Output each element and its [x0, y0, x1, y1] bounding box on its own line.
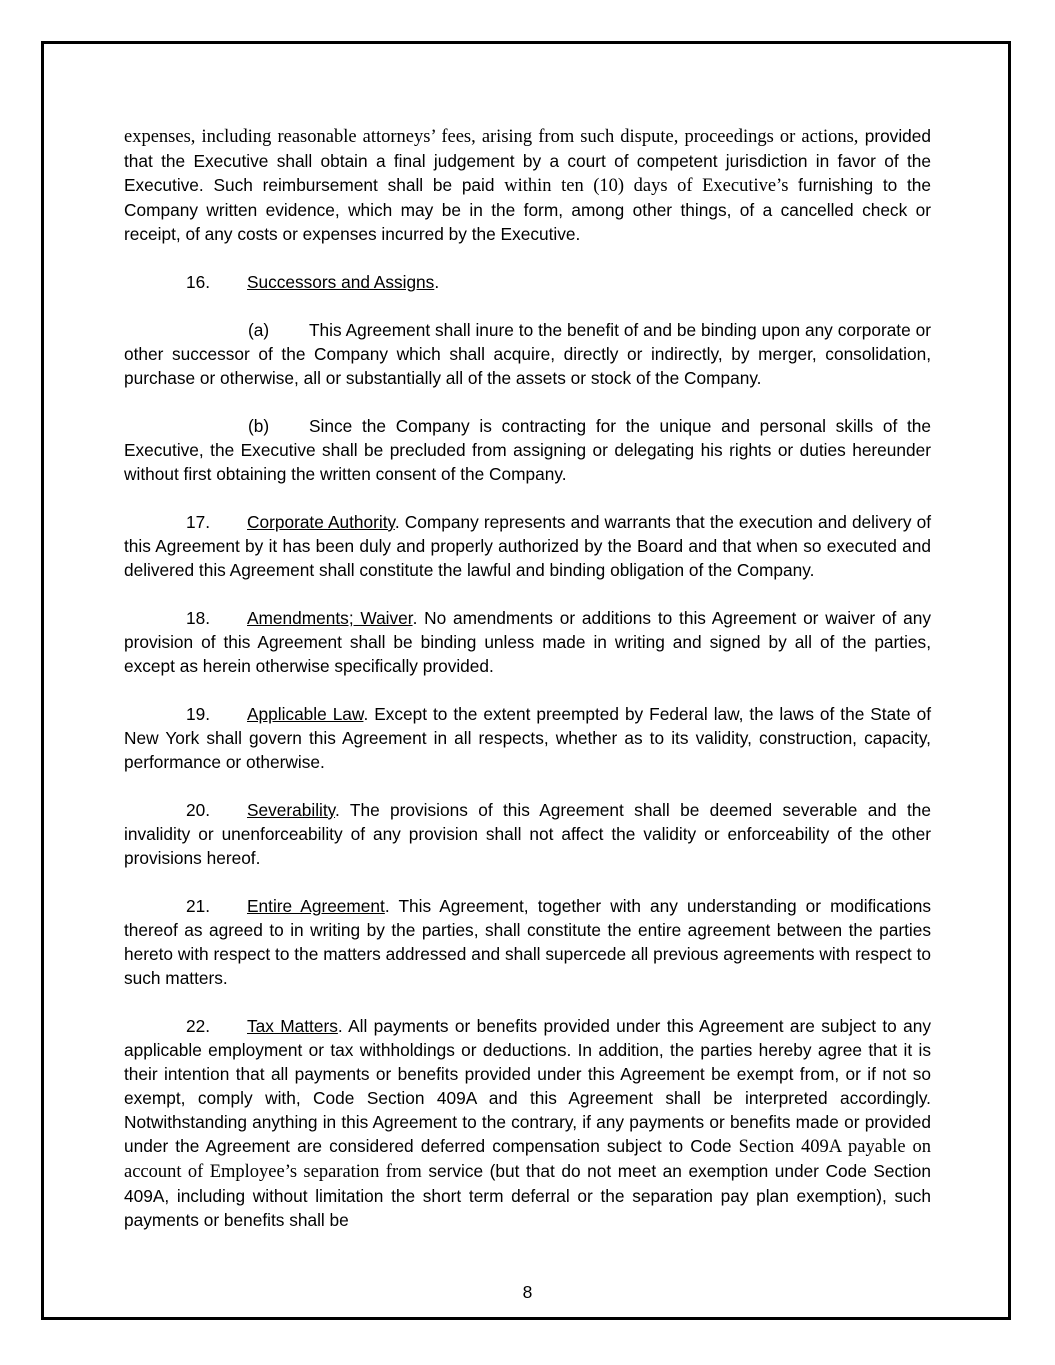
body-text: provided that the Executive shall obtain a final judgement by a court of competent jurisdiction in favor of the Executive. Such reimbursement shall be paid: [124, 126, 931, 195]
section-16a: [124, 318, 931, 390]
subsection-text: This Agreement shall inure to the benefit of and be binding upon any corporate or other successor of the Company which shall acquire, directly or indirectly, by merger, consolidation, purchase or otherwise, all or substantially all of the assets or stock of the Company.: [124, 320, 931, 388]
section-text: . Except to the extent preempted by Federal law, the laws of the State of New York shall govern this Agreement in all respects, whether as to its validity, construction, capacity, performance or otherwise.: [124, 704, 931, 772]
section-heading: Tax Matters: [247, 1016, 338, 1036]
heading-period: .: [434, 272, 440, 292]
section-heading: Corporate Authority: [247, 512, 395, 532]
subsection-text: Since the Company is contracting for the unique and personal skills of the Executive, the Executive shall be precluded from assigning or delegating his rights or duties hereunder without first obtaining the written consent of the Company.: [124, 416, 931, 484]
section-number: 22.: [186, 1016, 211, 1036]
section-text: . No amendments or additions to this Agreement or waiver of any provision of this Agreement shall be binding unless made in writing and signed by all of the parties, except as herein otherwise specifically provided.: [124, 608, 931, 676]
body-text: furnishing to the Company written evidence, which may be in the form, among other things, of a cancelled check or receipt, of any costs or expenses incurred by the Executive.: [124, 175, 932, 244]
section-number: 20.: [186, 800, 211, 820]
section-17: [124, 510, 931, 582]
section-19: [124, 702, 931, 774]
section-heading: Successors and Assigns: [247, 272, 435, 292]
section-21: [124, 894, 931, 990]
serif-text: expenses, including reasonable attorneys’ fees, arising from such dispute, proceedings or actions,: [124, 127, 859, 147]
section-number: 19.: [186, 704, 211, 724]
section-heading: Applicable Law: [247, 704, 364, 724]
section-heading: Severability: [247, 800, 336, 820]
serif-text: Section 409A payable on account of Employee’s separation from: [124, 1137, 931, 1182]
serif-text: within ten (10) days of Executive’s: [504, 176, 789, 196]
section-16b: [124, 414, 931, 486]
section-heading: Entire Agreement: [247, 896, 385, 916]
section-16-heading: [124, 270, 931, 294]
section-number: 21.: [186, 896, 211, 916]
section-22: [124, 1014, 931, 1232]
section-20: [124, 798, 931, 870]
continuation-paragraph: [124, 124, 931, 246]
section-text: . This Agreement, together with any understanding or modifications thereof as agreed to in writing by the parties, shall constitute the entire agreement between the parties hereto with respect to the matters addressed and shall supercede all previous agreements with respect to such matters.: [124, 896, 932, 988]
page-number: 8: [522, 1282, 533, 1302]
section-number: 17.: [186, 512, 211, 532]
subsection-label: (a): [248, 320, 270, 340]
section-number: 18.: [186, 608, 211, 628]
section-18: [124, 606, 931, 678]
section-text: service (but that do not meet an exemption under Code Section 409A, including without limitation the short term deferral or the separation pay plan exemption), such payments or benefits shall be: [124, 1161, 931, 1230]
section-number: 16.: [186, 272, 211, 292]
subsection-label: (b): [248, 416, 270, 436]
section-text: . Company represents and warrants that the execution and delivery of this Agreement by it has been duly and properly authorized by the Board and that when so executed and delivered this Agreement shall constitute the lawful and binding obligation of the Company.: [124, 512, 931, 580]
document-body: [124, 124, 931, 1232]
section-text: . The provisions of this Agreement shall be deemed severable and the invalidity or unenforceability of any provision shall not affect the validity or enforceability of the other provisions hereof.: [124, 800, 931, 868]
section-text: . All payments or benefits provided under this Agreement are subject to any applicable employment or tax withholdings or deductions. In addition, the parties hereby agree that it is their intention that all payments or benefits provided under this Agreement be exempt from, or if not so exempt, comply with, Code Section 409A and this Agreement shall be interpreted accordingly. Notwithstanding anything in this Agreement to the contrary, if any payments or benefits made or provided under the Agreement are considered deferred compensation subject to Code: [124, 1016, 932, 1156]
section-heading: Amendments; Waiver: [247, 608, 413, 628]
